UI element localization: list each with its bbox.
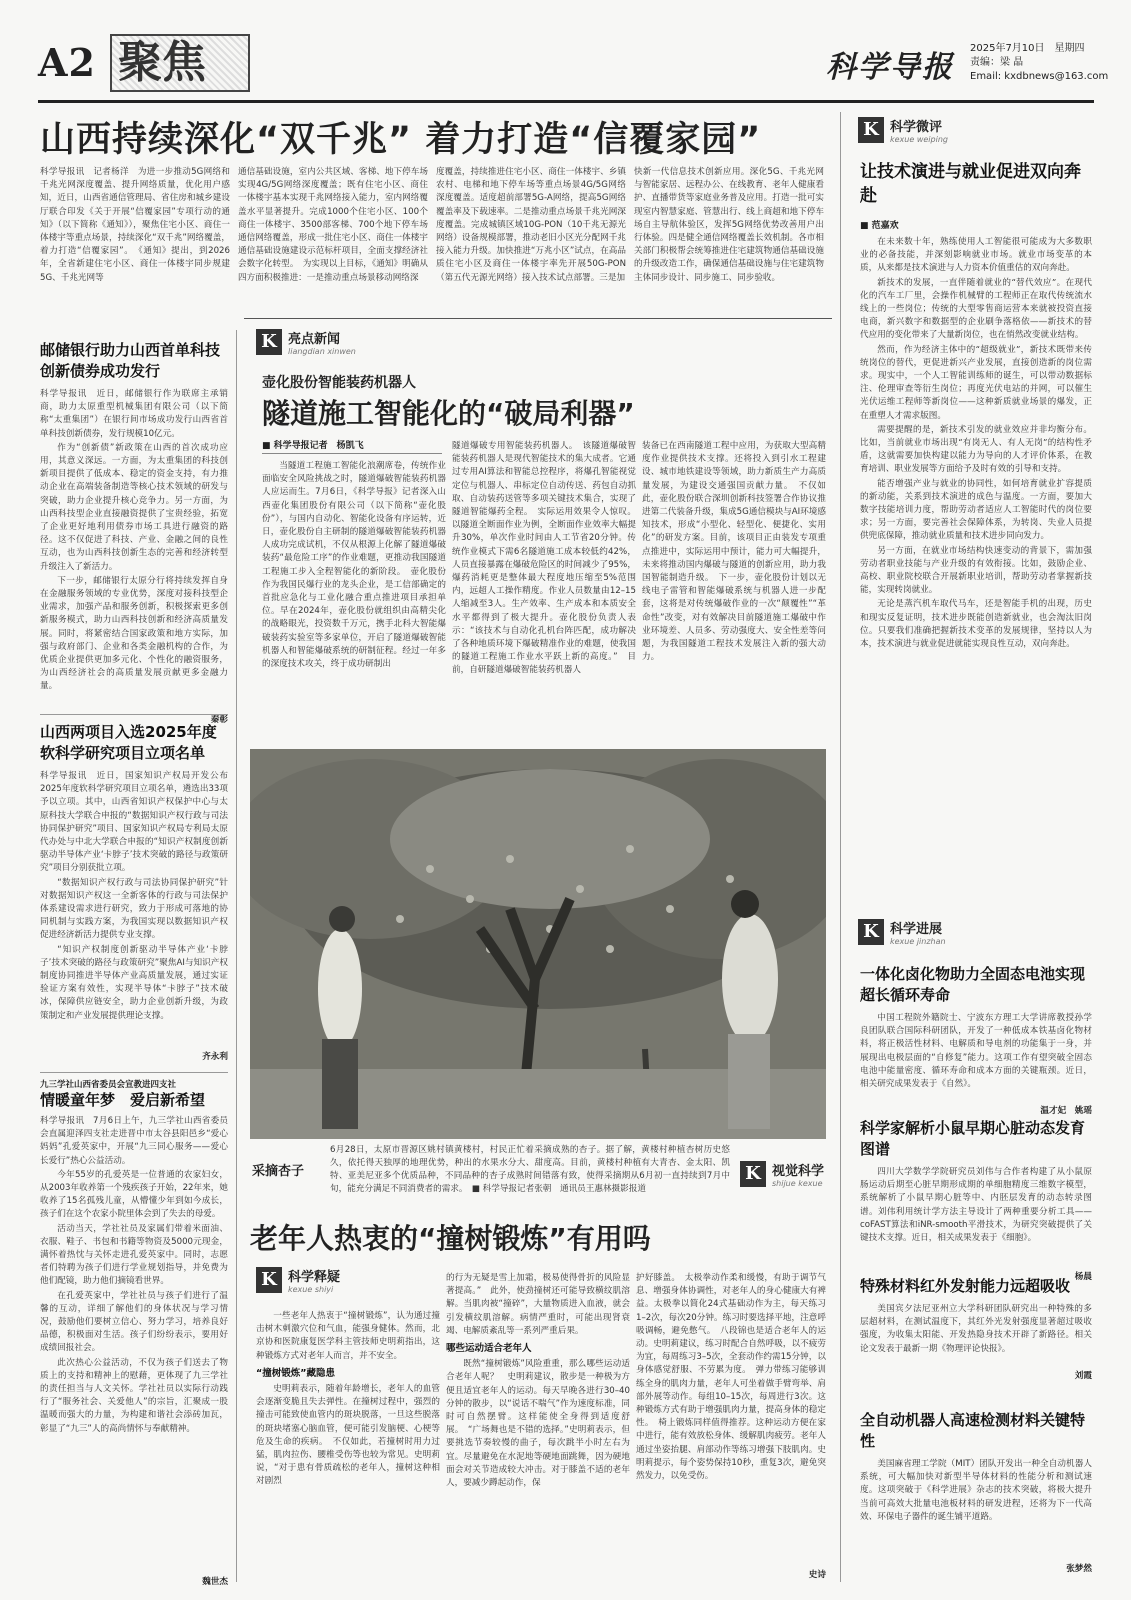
- header-rule: [38, 100, 1094, 103]
- byline: 刘霞: [1074, 1371, 1092, 1381]
- paragraph: 能否增强产业与就业的协同性，如何培育就业扩容提质的新动能，关系到技术演进的成色与温度。一方面，要加大数字技能培训力度，帮助劳动者适应人工智能时代的岗位要求；另一方面，要完善社会保障体系，为转岗、失业人员提供兜底保障，推动就业质量和技术进步同向发力。: [860, 478, 1092, 542]
- feature-kicker: 壶化股份智能装药机器人: [262, 375, 416, 391]
- paragraph: 然而，作为经济主体中的“超级就业”，新技术既带来传统岗位的替代，更促进新兴产业发展，直接创造新的岗位需求。现实中，一个人工智能训练师的诞生，可以带动数据标注、伦理审查等衍生岗位；再度光伏电站的并网，可以催生光伏运维工程师等新岗位——这种新质就业场景的爆发，正在重塑人才需求版图。: [860, 344, 1092, 421]
- byline: 秦彰: [210, 715, 228, 725]
- k-logo-icon: K: [256, 1267, 282, 1293]
- photo-illustration: [250, 749, 826, 1139]
- page-number: A2: [38, 40, 96, 85]
- paragraph: 需要提醒的是，新技术引发的就业效应并非均衡分布。比如，当前就业市场出现“有岗无人、有人无岗”的结构性矛盾，这就需要加快构建以能力为导向的人才评价体系，在教育培训、职业发展等方面给予及时有效的引导和支持。: [860, 424, 1092, 475]
- progress-item-title: 全自动机器人高速检测材料关键特性: [860, 1411, 1086, 1450]
- lead-text-4: 快新一代信息技术创新应用。深化5G、千兆光网与智能家居、远程办公、在线教育、老年人健康看护、直播带货等家庭业务普及应用。打造一批可实现室内智慧家庭、管慧出行、线上商超和地下停车场自主导航体验区，发挥5G网络优势改善用户出行体验。四是健全通信网络覆盖长效机制。各市相关部门积极帮会统筹推进住宅建筑物通信基础设施的升级改造工作，确保通信基础设施与住宅建筑物主体同步设计、同步施工、同步验收。: [634, 167, 824, 283]
- left-article-3-body: [40, 1115, 228, 1575]
- lead-col-1: [40, 166, 230, 308]
- column-head-shiyi: [256, 1266, 340, 1294]
- progress-item-4: [860, 1410, 1092, 1574]
- paragraph: 活动当天，学社社员及家属们带着米面油、衣服、鞋子、书包和书籍等物资及5000元现金，满怀着热忱与关怀走进孔爱英家中。同时，志愿者们特聘为孩子们进行学业规划指导，并免费为他们配镜，助力他们摘镜看世界。: [40, 1223, 228, 1287]
- k-logo-icon: K: [858, 919, 884, 945]
- paragraph: 美国宾夕法尼亚州立大学科研团队研究出一种特殊的多层超材料，在测试温度下，其红外光发射强度显著超过吸收强度，为收集太阳能、开发热隐身技术开辟了新路径。相关论文发表于最新一期《物理评论快报》。: [860, 1304, 1092, 1354]
- column-name: 科学进展: [890, 922, 943, 937]
- divider: [40, 714, 228, 715]
- bottom-col-1: [256, 1310, 440, 1582]
- progress-item-1: [860, 964, 1092, 1116]
- column-head-shijue: [740, 1160, 824, 1188]
- commentary-body: [860, 236, 1092, 894]
- column-pinyin: liangdian xinwen: [288, 347, 356, 356]
- paragraph: 在未来数十年，熟练使用人工智能很可能成为大多数职业的必备技能，并深刻影响就业市场。就业市场变革的本质，从来都是技术演进与人力资本价值重估的双向奔赴。: [860, 237, 1092, 274]
- bottom-subheading-2: 哪些运动适合老年人: [446, 1343, 532, 1355]
- feature-text-3: 装备已在西南隧道工程中应用，为获取大型高精度作业提供技术支撑。还将投入到引水工程建设、城市地铁建设等领域，助力新质生产力高质量发展，为建设交通强国贡献力量。 不仅如此，壶化股份联合深圳创新科技签署合作协议推进第二代装备升级，集成5G通信模块与AI环境感知技术，形成“小型化、轻型化、便捷化、实用化”的研发方案。目前，该项目正由装发专项重点推进中，实际运用中预计，能力可大幅提升，未来将推动国内爆破与隧道的创新应用，助力我国智能制造升级。 下一步，壶化股份计划以无线电子雷管和智能爆破系统与机器人进一步配套，这将是对传统爆破作业的一次“颠覆性”“革命性”改变，对有效解决目前隧道施工爆破中作业环境差、人员多、劳动强度大、安全性差等问题，为我国隧道工程技术发展注入新的强大动力。: [642, 441, 826, 663]
- progress-item-body: [860, 1166, 1092, 1270]
- paragraph: 科学导报讯 近日，国家知识产权局开发公布2025年度软科学研究项目立项名单，遴选出33项予以立项。其中，山西省知识产权保护中心与太原科技大学联合申报的“数据知识产权行政与司法协同保护研究”项目、国家知识产权局专利局太原代办处与中北大学联合申报的“知识产权制度创新驱动半导体产业‘卡脖子’技术突破的路径与政策研究”项目分别获批立项。: [40, 771, 228, 874]
- paragraph: 科学导报讯 7月6日上午，九三学社山西省委员会直属迎泽四支社走进晋中市太谷县阳邑乡“爱心妈妈”孔爱英家中，开展“九三同心服务——爱心长爱行”热心公益活动。: [40, 1116, 228, 1166]
- section-label: 聚焦: [110, 34, 250, 92]
- progress-item-2: [860, 1118, 1092, 1282]
- paper-name: 科学导报: [826, 50, 954, 85]
- lead-text-2: 通信基础设施，室内公共区域、客梯、地下停车场实现4G/5G网络深度覆盖；既有住宅小区、商住一体楼宇基本实现千兆网络接入能力，室内网络覆盖水平显著提升。完成1000个住宅小区、100个商住一体楼宇、3500部客梯、700个地下停车场通信网络覆盖，形成一批住宅小区、商住一体楼宇通信基础设施建设示范标杆项目，全面支撑经济社会数字化转型。 为实现以上目标，《通知》明确从四方面积极推进：一是推动重点场景移动网络深: [238, 167, 428, 283]
- column-head-liangdian: [256, 328, 356, 356]
- issue-meta: [970, 42, 1108, 84]
- left-column-divider: [236, 330, 237, 1582]
- bottom-col-2: [446, 1272, 630, 1582]
- feature-text-2: 隧道爆破专用智能装药机器人。 该隧道爆破智能装药机器人是现代智能技术的集大成者。它通过专用AI算法和智能总控程序，将爆孔智能视觉定位与机器人、串标定位自动传送、药包自动抓取、自动装药送管等多项关键技术集合，实现了隧道智能爆药全程。 实际运用效果令人惊叹。以隧道全断面作业为例，全断面作业效率大幅提升30%，单次作业时间由人工节省20分钟。传统作业模式下需6名隧道施工成本较低约42%，人员直接暴露在爆破危险区的时间减少了95%，爆药消耗更是整体最大程度地压缩至5%范围内，远超人工操作精度。作业人员数量由12–15人缩减至3人。生产效率、生产成本和本质安全水平都得到了极大提升。壶化股份负责人表示：“该技术与自动化孔机台阵匹配，成功解决了各种地质环境下爆破精准作业的难题，使我国的隧道工程施工作业水平跃上新的高度。” 目前，自研隧道爆破智能装药机器人: [452, 441, 636, 676]
- paragraph: 一些老年人热衷于“撞树锻炼”，认为通过撞击树木刺激穴位和气血，能强身健体。然而，北京协和医院康复医学科主管技师史明莉指出，这种锻炼方式对老年人而言，并不安全。: [256, 1311, 440, 1361]
- issue-date: 2025年7月10日 星期四: [970, 43, 1085, 54]
- lead-col-2: [238, 166, 428, 308]
- commentary-author: ■ 范嘉欢: [860, 221, 899, 231]
- progress-item-3: [860, 1276, 1092, 1381]
- paragraph: 另一方面，在就业市场结构快速变动的背景下，需加强劳动者职业技能与产业升级的有效衔接。比如，鼓励企业、高校、职业院校联合开展新职业培训，帮助劳动者掌握新技能，实现转岗就业。: [860, 545, 1092, 596]
- photo-caption-text: 6月28日，太原市晋源区姚村镇黄楼村，村民正忙着采摘成熟的杏子。据了解，黄楼村种植杏树历史悠久，依托得天独厚的地理优势，种出的水果水分大、甜度高。目前，黄楼村种植有大青杏、金太阳、凯特、亚美尼亚多个优质品种，不同品种的杏子成熟时间错落有致，使得采摘期从6月初一直持续到7月中旬，能充分满足不同消费者的需求。 ■ 科学导报记者张朝 通讯员王惠林摄影报道: [330, 1145, 730, 1194]
- paragraph: 四川大学数学学院研究员刘伟与合作者构建了从小鼠原肠运动后期至心脏早期形成期的单细胞精度三维数字模型，系统解析了小鼠早期心脏等中、内胚层发育的动态转录图谱。刘伟利用统计学方法主导设计了两种重要分析工具——coFAST算法和iNR-smooth平滑技术，为研究突破提供了关键技术支撑。近日，相关成果发表于《细胞》。: [860, 1167, 1092, 1244]
- left-article-1-body: [40, 388, 228, 713]
- column-name: 视觉科学: [772, 1164, 825, 1179]
- left-article-2-title: 山西两项目入选2025年度软科学研究项目立项名单: [40, 723, 217, 762]
- byline: 温才妃 姚瑶: [1040, 1106, 1092, 1116]
- paragraph: 无论是蒸汽机车取代马车，还是智能手机的出现，历史和现实反复证明，技术进步既能创造新就业，也会淘汰旧岗位。只要我们准确把握新技术变革的发展规律，坚持以人为本，技术演进与就业促进就能实现良性互动，双向奔赴。: [860, 599, 1092, 650]
- right-column-divider: [840, 112, 841, 1582]
- paragraph: 下一步，邮储银行太原分行将持续发挥自身在金融服务领域的专业优势，深度对接科技型企业需求，加强产品和服务创新，积极探索更多创新服务模式，助力山西科技创新和经济高质量发展。同时，将紧密结合国家政策和地方实际，加强与政府部门、企业和各类金融机构的合作，为优质企业提供更加多元化、个性化的融资服务，为山西经济社会的高质量发展贡献更多金融力量。: [40, 575, 228, 692]
- feature-text-1: 当隧道工程施工智能化浪潮席卷，传统作业面临安全风险挑战之时，隧道爆破智能装药机器人应运而生。7月6日，《科学导报》记者深入山西壶化集团股份有限公司（以下简称“壶化股份”），与国内自动化、智能化设备有序运转，近日，壶化股份自主研制的隧道爆破智能装药机器人成功完成试机，不仅从根源上化解了隧道爆破装药“最危险工序”的作业难题，更推动我国隧道工程施工步入全程智能化的新阶段。 壶化股份作为我国民爆行业的龙头企业，是工信部确定的首批应急化与工业化融合重点推进项目承担单位。早在2024年，壶化股份就组织由高精尖化的战略眼光，投资数千万元，携手北科大智能爆破装药实验室等多家单位，开启了隧道爆破智能机器人和智能爆破系统的研制征程。经过一年多的深度技术攻关，终于成功研制出: [262, 461, 446, 670]
- feature-top-rule: [244, 318, 832, 319]
- feature-col-2: [452, 440, 636, 735]
- progress-item-title: 特殊材料红外发射能力远超吸收: [860, 1277, 1071, 1295]
- paragraph: 中国工程院外籍院士、宁波东方理工大学讲席教授孙学良团队联合国际科研团队，开发了一种低成本铁基卤化物材料，将正极活性材料、电解质和导电剂的功能集于一身，并展现出电极层面的“自修复”能力。这项工作有望突破全固态电池中能量密度、循环寿命和成本方面的关键瓶颈。近日，相关研究成果发表于《自然》。: [860, 1013, 1092, 1090]
- paragraph: “数据知识产权行政与司法协同保护研究”针对数据知识产权这一全新客体的行政与司法保护体系建设需求进行研究，致力于形成可落地的协同机制与实践方案，为我国实现以数据知识产权促进经济新活力提供专业支撑。: [40, 877, 228, 941]
- bottom-title: 老年人热衷的“撞树锻炼”有用吗: [250, 1222, 651, 1255]
- progress-item-body: [860, 1303, 1092, 1369]
- column-pinyin: shijue kexue: [772, 1179, 823, 1188]
- lead-col-3: [436, 166, 626, 308]
- paragraph: 美国麻省理工学院（MIT）团队开发出一种全自动机器人系统，可大幅加快对新型半导体材料的性能分析和测试速度。这项突破于《科学进展》杂志的技术突破，将极大提升当前可高效大批量电池板材料的研发进程，还将为下一代高效、环保电子器件的诞生铺平道路。: [860, 1459, 1092, 1522]
- paragraph: 科学导报讯 近日，邮储银行作为联席主承销商，助力太原重型机械集团有限公司（以下简称“太重集团”）在银行间市场成功发行山西省首单科技创新债券，发行规模10亿元。: [40, 389, 228, 439]
- paragraph: 今年55岁的孔爱英是一位普通的农家妇女，从2003年收养第一个残疾孩子开始，22年来，她收养了15名孤残儿童，从懵懂少年到如今成长，孩子们在这个农家小院里体会到了失去的母爱。: [40, 1169, 228, 1220]
- byline: 张梦然: [1066, 1564, 1092, 1574]
- paragraph: 既然“撞树锻炼”风险重重，那么哪些运动适合老年人呢？ 史明莉建议，散步是一种极为方便且适宜老年人的运动。每天早晚各进行30–40分钟的散步，以“说话不喘气”作为速度标准，同时可自然摆臂。这样能使全身得到适度舒展。 “广场舞也是不错的选择。”史明莉表示，但要挑选节奏较慢的曲子，每次跳半小时左右为宜。尽量避免在水泥地等硬地面跳舞，因为硬地面会对关节造成较大冲击。对于膝盖不适的老年人，要减少蹲起动作，保: [446, 1359, 630, 1489]
- paragraph: 新技术的发展，一直伴随着就业的“替代效应”。在现代化的汽车工厂里，会操作机械臂的工程师正在取代传统流水线上的一些岗位；传统的大型零售商运营本来就被投资直接电商，新兴数字和数据型的企业刷争落格依——新技术的替代应用的变化带来了大量新岗位，也在悄然改变就业结构。: [860, 277, 1092, 341]
- lead-col-4: [634, 166, 824, 308]
- byline: 史诗: [808, 1570, 826, 1580]
- column-pinyin: kexue weiping: [890, 135, 948, 144]
- byline: 杨晨: [1074, 1272, 1092, 1282]
- apricot-harvest-photo: [250, 749, 826, 1139]
- paragraph: 史明莉表示，随着年龄增长，老年人的血管会逐渐变脆且失去弹性。在撞树过程中，强烈的撞击可能致使血管内的斑块脱落，一旦这些脱落的斑块堵塞心脑血管，便可能引发脑梗、心梗等危及生命的疾病。 不仅如此，若撞树时用力过猛，肌肉拉伤、腰椎受伤等也较为常见。史明莉说，“对于患有骨质疏松的老年人，撞树这种相对剧烈: [256, 1384, 440, 1487]
- paragraph: “知识产权制度创新驱动半导体产业‘卡脖子’技术突破的路径与政策研究”聚焦AI与知识产权制度协同推进半导体产业高质量发展，通过实证验证方案有效性，实现半导体“卡脖子”技术破冰，保障供应链安全，助力企业创新升级，为政策制定和产业发展提供理论支撑。: [40, 944, 228, 1021]
- column-head-weiping: [858, 116, 948, 144]
- k-logo-icon: K: [740, 1161, 766, 1187]
- feature-col-1: [262, 460, 446, 735]
- progress-item-body: [860, 1012, 1092, 1104]
- column-head-jinzhan: [858, 918, 946, 946]
- column-pinyin: kexue jinzhan: [890, 937, 946, 946]
- k-logo-icon: K: [256, 329, 282, 355]
- column-name: 亮点新闻: [288, 332, 341, 347]
- column-name: 科学释疑: [288, 1270, 341, 1285]
- left-article-3: [40, 1078, 228, 1587]
- column-name: 科学微评: [890, 120, 943, 135]
- column-pinyin: kexue shiyi: [288, 1285, 334, 1294]
- left-article-2: [40, 722, 228, 1062]
- byline: 齐永利: [202, 1052, 228, 1062]
- lead-text-3: 度覆盖，持续推进住宅小区、商住一体楼宇、乡镇农村、电梯和地下停车场等重点场景4G/5G网络深度覆盖。适度超前部署5G-A网络，提高5G网络覆盖率及下载速率。二是推动重点场景千兆光网深度覆盖。完成城镇区域10G-PON（10千兆无源光网络）设备规模部署，推动老旧小区光分配网千兆接入能力升级。加快推进“万兆小区”试点，在高品质住宅小区及商住一体楼宇率先开展50G-PON（第五代无源光网络）接入技术试点部署。三是加: [436, 167, 626, 283]
- bottom-subheading-1: “撞树锻炼”藏隐患: [256, 1367, 335, 1379]
- left-article-1: [40, 340, 228, 725]
- bottom-col-3: [636, 1272, 826, 1568]
- email-line: Email: kxdbnews@163.com: [970, 71, 1109, 82]
- paragraph: 此次热心公益活动，不仅为孩子们送去了物质上的支持和精神上的慰藉，更体现了九三学社的责任担当与人文关怀。学社社员以实际行动践行了“服务社会、关爱他人”的宗旨，汇聚成一股温暖而强大的力量，为构建和谐社会添砖加瓦，彰显了“九三”人的高尚情怀与奉献精神。: [40, 1357, 228, 1434]
- byline: 魏世杰: [202, 1577, 228, 1587]
- photo-caption-title: 采摘杏子: [252, 1164, 305, 1179]
- paragraph: 护好膝盖。 太极拳动作柔和缓慢，有助于调节气息、增强身体协调性，对老年人的身心健康大有裨益。太极拳以简化24式基础动作为主，每天练习1–2次，每次20分钟。练习时要选择平地，注意呼吸调畅，避免憋气。 八段锦也是适合老年人的运动。史明莉建议，练习时配合自然呼吸，以不疲劳为宜，每周练习3–5次，全套动作约需15分钟，以身体感觉舒服、不劳累为度。 弹力带练习能够训练全身的肌肉力量，老年人可坐着做手臂弯举、肩部外展等动作。每组10–15次，每周进行3次。这种锻炼方式有助于增强肌肉力量，提高身体的稳定性。 椅上锻炼同样值得推荐。这种运动方便在家中进行，能有效放松身体、缓解肌肉疲劳。老年人通过坐姿抬腿、肩部动作等练习增强下肢肌肉。史明莉提示，每个姿势保持10秒，重复3次，避免突然发力，以免受伤。: [636, 1273, 826, 1482]
- paragraph: 作为“创新债”新政策在山西的首次成功应用，其意义深远。一方面，为太重集团的科技创新项目提供了低成本、稳定的资金支持，有力推动企业在高端装备制造等核心技术领域的研发与突破，助力企业提升核心竞争力。另一方面，为山西科技型企业直接融资提供了宝贵经验，拓宽了企业更好地利用债券市场工具进行融资的路径。这不仅促进了科技、产业、金融之间的良性互动，也为山西科技创新生态的完善和经济转型升级注入了新活力。: [40, 442, 228, 572]
- lead-text-1: 科学导报讯 记者杨洋 为进一步推动5G网络和千兆光网深度覆盖、提升网络质量，优化用户感知，近日，山西省通信管理局、省住房和城乡建设厅联合印发《关于开展“信覆家园”专项行动的通知》（以下简称《通知》），聚焦住宅小区、商住一体楼宇等重点场景，持续深化“双千兆”网络覆盖，着力打造“信覆家园”。 《通知》提出，到2026年，全省新建住宅小区、商住一体楼宇同步规建5G、千兆光网等: [40, 167, 230, 283]
- paragraph: 在孔爱英家中，学社社员与孩子们进行了温馨的互动，详细了解他们的身体状况与学习情况，鼓励他们要树立信心、努力学习，培养良好品德，积极面对生活。孩子们纷纷表示，要用好成绩回报社会。: [40, 1290, 228, 1354]
- paragraph: 的行为无疑是雪上加霜，极易使得骨折的风险显著提高。” 此外，使劲撞树还可能导致横纹肌溶解。当肌肉被“撞碎”，大量物质进入血液，就会引发横纹肌溶解。病情严重时，可能出现肾衰竭、电解质紊乱等一系列严重后果。: [446, 1273, 630, 1336]
- editor-line: 责编：梁 晶: [970, 57, 1024, 68]
- feature-title: 隧道施工智能化的“破局利器”: [262, 397, 635, 430]
- progress-item-body: [860, 1458, 1092, 1562]
- left-article-3-title: 情暖童年梦 爱启新希望: [40, 1091, 206, 1109]
- commentary-title: 让技术演进与就业促进双向奔赴: [860, 162, 1081, 206]
- left-article-1-title: 邮储银行助力山西首单科技创新债券成功发行: [40, 341, 221, 380]
- feature-col-3: [642, 440, 826, 735]
- divider: [40, 1072, 228, 1073]
- left-article-2-body: [40, 770, 228, 1050]
- progress-item-title: 一体化卤化物助力全固态电池实现超长循环寿命: [860, 965, 1086, 1004]
- k-logo-icon: K: [858, 117, 884, 143]
- feature-reporter: ■ 科学导报记者 杨凯飞: [262, 438, 442, 454]
- progress-item-title: 科学家解析小鼠早期心脏动态发育图谱: [860, 1119, 1086, 1158]
- lead-title: 山西持续深化“双千兆” 着力打造“信覆家园”: [40, 120, 762, 160]
- left-article-3-kicker: 九三学社山西省委员会宣教进四支社: [40, 1080, 177, 1090]
